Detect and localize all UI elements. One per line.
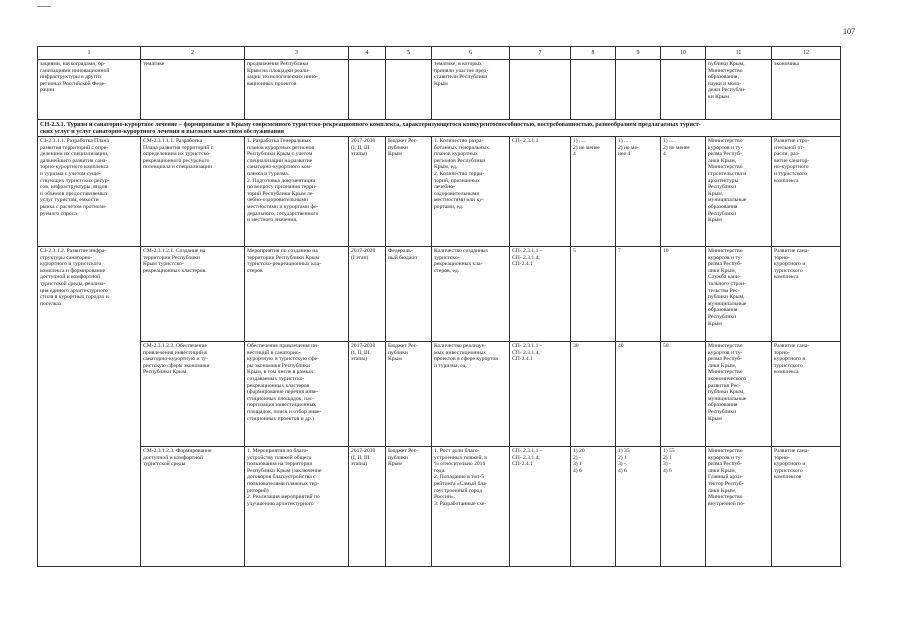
table-row xyxy=(38,60,841,120)
table-cell: Федераль- ный бюджет xyxy=(386,247,432,342)
col-header: 11 xyxy=(706,47,772,60)
table-cell: Бюджет Рес- публики Крым xyxy=(386,447,432,567)
table-cell: продвижения Республики Крым на площадки реали- зации технологических инно- вационных проектов xyxy=(245,60,349,120)
col-header: 9 xyxy=(616,47,661,60)
strategy-table xyxy=(37,46,841,567)
table-cell: СП- 2.3.1.1 - СП- 2.3.1.4, СП-2.4.1 xyxy=(510,447,571,567)
table-cell: зациями, наукоградами, ор- ганизациями инновационной инфраструктуры в других регионах Российской Феде- рации xyxy=(38,60,141,120)
table-cell: 1) ..... 2) не ме- нее 4 xyxy=(616,137,661,247)
col-header: 7 xyxy=(510,47,571,60)
table-cell: СЗ-2.3.1.2. Развитие инфра- структуры санаторно- курортного и туристского комплекса и формирование доступной и комфортной туристской среды, реализа- ция единого архитектурного стиля в курортных городах и поселках xyxy=(38,247,141,567)
table-row xyxy=(38,447,841,567)
table-row xyxy=(38,137,841,247)
table-cell: 2017-2020 (I этап) xyxy=(349,247,386,342)
table-cell xyxy=(661,60,706,120)
table-cell: Министерство курортов и ту- ризма Респуб- лики Крым, Министерство экономического развития Рес- публики Крым, муниципальные образования Республики Крым xyxy=(706,342,772,447)
table-cell: 1) ..... 2) не менее 4 xyxy=(571,137,616,247)
col-header: 1 xyxy=(38,47,141,60)
table-cell: Министерство курортов и ту- ризма Респуб- лики Крым, Служба капи- тального строи- тельства Рес- публики Крым, муниципальные образования Республики Крым xyxy=(706,247,772,342)
table-cell: СП- 2.3.1.1 - СП- 2.3.1.4, СП-2.4.1 xyxy=(510,342,571,447)
table-cell: СП- 2.3.1.1 - СП- 2.3.1.4, СП-2.4.1 xyxy=(510,247,571,342)
table-cell: публики Крым, Министерство образования, науки и моло- дежи Республи- ки Крым xyxy=(706,60,772,120)
table-cell: 1) 35 2) 1 3) - 4) 6 xyxy=(616,447,661,567)
table-cell: 1. Мероприятия по благо- устройству пляжей общего пользования на территории Республики Крым (заключение договоров благоустройства с пользователями пляжных тер- риторий) 2. Реализация мероприятий по улучшению архитектурного xyxy=(245,447,349,567)
table-cell: 40 xyxy=(616,342,661,447)
table-cell: СМ-2.3.1.2.1. Создание на территории Республики Крым туристско- рекреационных кластеров. xyxy=(141,247,245,342)
col-header: 6 xyxy=(432,47,510,60)
table-cell: тематике xyxy=(141,60,245,120)
table-cell: 30 xyxy=(571,342,616,447)
col-header: 2 xyxy=(141,47,245,60)
table-cell: экономика xyxy=(772,60,841,120)
header-row xyxy=(38,47,841,60)
col-header: 4 xyxy=(349,47,386,60)
table-cell: Количество созданных туристско- рекреационных кла- стеров, ед. xyxy=(432,247,510,342)
table-cell: 1. Рост доли благо- устроенных пляжей, в % относительно 2016 года. 2. Попадание в топ-5 рейтинга «Самый бла- гоустроенный город России». 3. Разработанные схе- xyxy=(432,447,510,567)
table-cell: Количество реализуе- мых инвестиционных проектов в сфере курортов и туризма, ед. xyxy=(432,342,510,447)
table-cell: Развитие сана- торно- курортного и туристского комплекса xyxy=(772,342,841,447)
table-cell: Бюджет Рес- публики Крым xyxy=(386,342,432,447)
table-cell: 1) ..... 2) не менее 4 xyxy=(661,137,706,247)
table-cell: Министерство курортов и ту- ризма Респуб- лики Крым, Главный архи- тектор Респуб- лики Крым, Министерство внутренней по- xyxy=(706,447,772,567)
table-cell: СМ-2.3.1.1.1. Разработка Плана развития территорий с определением их туристско- рекреационного ресурсного потенциала и специализации xyxy=(141,137,245,247)
page-number: 107 xyxy=(843,27,855,36)
table-cell: Мероприятия по созданию на территории Республики Крым туристско-рекреационных кла- стеров xyxy=(245,247,349,342)
table-cell: Развитие стро- ительной от- расли, раз- витие санатор- но-курортного и туристского комплекса xyxy=(772,137,841,247)
table-cell: Обеспечение привлечения ин- вестиций в санаторно- курортную и туристскую сфе- ры экономики Республики Крым, в том числе в рамках создаваемых туристско- рекреационных кластеров (формирование перечня инве- стиционных площадок, пас- портизация инвестиционных площадок, поиск и отбор инве- стиционных проектов и др.) xyxy=(245,342,349,447)
table-cell: 1) 20 2) - 3) 1 4) 6 xyxy=(571,447,616,567)
col-header: 8 xyxy=(571,47,616,60)
table-cell: 50 xyxy=(661,342,706,447)
table-cell: тематике, в которых приняли участие пред- ставители Республики Крым xyxy=(432,60,510,120)
section-row xyxy=(38,120,841,137)
col-header: 3 xyxy=(245,47,349,60)
table-cell xyxy=(510,60,571,120)
header-line xyxy=(37,6,51,7)
table-cell: 2017-2030 (I, II, III этапы) xyxy=(349,342,386,447)
table-cell: СП- 2.3.1.1 xyxy=(510,137,571,247)
table-cell: СМ-2.3.1.2.3. Формирование доступной и комфортной туристской среды xyxy=(141,447,245,567)
table-cell xyxy=(571,60,616,120)
table-row xyxy=(38,247,841,342)
table-cell: Министерство курортов и ту- ризма Респуб- лики Крым, Министерство строительства и архитектуры Республики Крым, муниципальные образования Республики Крым xyxy=(706,137,772,247)
table-cell: 10 xyxy=(661,247,706,342)
table-cell xyxy=(616,60,661,120)
col-header: 5 xyxy=(386,47,432,60)
col-header: 10 xyxy=(661,47,706,60)
table-cell xyxy=(349,60,386,120)
table-cell: 2017-2030 (I, II, III этапы) xyxy=(349,137,386,247)
table-cell: 5 xyxy=(571,247,616,342)
table-cell: Развитие сана- торно- курортного и туристского комплекса xyxy=(772,247,841,342)
table-cell: 1. Количество разра- ботанных генеральных планов курортных регионов Республики Крым, ед. 2. Количество терри- торий, признанных лечебно- оздоровительными местностями или ку- рортами, ед. xyxy=(432,137,510,247)
table-cell: 1. Разработка Генеральных планов курортных регионов Республики Крым с учетом специализации на развитие санаторно-курортного ком- плекса и туризма. 2. Подготовка документации по вопросу признания терри- торий Республики Крым ле- чебно-оздоровительными местностями и курортами фе- дерального, государственного и местного значения. xyxy=(245,137,349,247)
col-header: 12 xyxy=(772,47,841,60)
table-cell: Развитие сана- торно- курортного и туристского комплексов xyxy=(772,447,841,567)
section-heading: СН-2.3.1. Туризм и санаторно-курортное лечение – формирование в Крыму современного туристско-рекреационного комплекса, характеризующегося конкурентоспособностью, востребованностью, разнообразием предлагаемых турист- ских услуг и услуг санаторно-курортного лечения и высоким качеством обслуживания xyxy=(38,120,841,137)
table-cell xyxy=(386,60,432,120)
table-cell: Бюджет Рес- публики Крым xyxy=(386,137,432,247)
table-cell: 7 xyxy=(616,247,661,342)
table-cell: 2017-2030 (I, II, III этапы) xyxy=(349,447,386,567)
table-cell: СЗ-2.3.1.1. Разработка Плана развития территорий с опре- делением их специализации, дальнейшего развития сана- торно-курортного комплекса и туризма с учетом суще- ствующих туристских ресур- сов, инфраструктуры, видов и объемов предоставляемых услуг туристам, емкости рынка с расчетом прогнози- руемого спроса xyxy=(38,137,141,247)
table-cell: СМ-2.3.1.2.2. Обеспечение привлечения инвестиций в санаторно-курортную и ту- ристскую сферы экономики Республики Крым xyxy=(141,342,245,447)
table-row xyxy=(38,342,841,447)
table-cell: 1) 55 2) 1 3) - 4) 6 xyxy=(661,447,706,567)
